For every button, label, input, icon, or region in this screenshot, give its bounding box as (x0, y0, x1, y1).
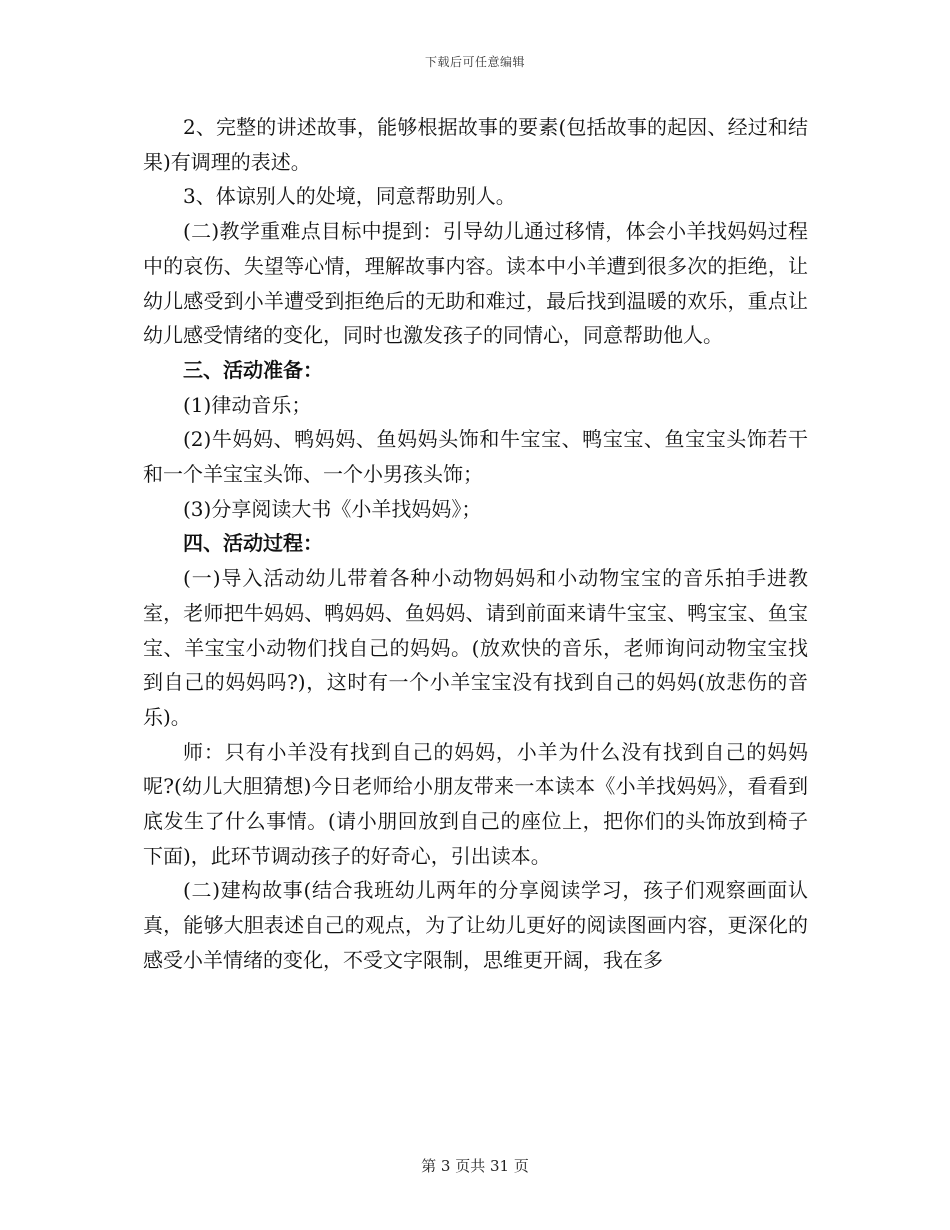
paragraph-story-building: (二)建构故事(结合我班幼儿两年的分享阅读学习，孩子们观察画面认真，能够大胆表述自己的观点，为了让幼儿更好的阅读图画内容，更深化的感受小羊情绪的变化，不受文字限制，思维更开阔，我在多 (143, 878, 808, 972)
section-heading-process: 四、活动过程： (183, 531, 323, 556)
paragraph-goal-3: 3、体谅别人的处境，同意帮助别人。 (183, 184, 516, 209)
page-footer: 第 3 页共 31 页 (421, 1157, 529, 1175)
paragraph-prep-3: (3)分享阅读大书《小羊找妈妈》； (183, 496, 482, 521)
paragraph-goal-2: 2、完整的讲述故事，能够根据故事的要素(包括故事的起因、经过和结果)有调理的表述。 (143, 115, 808, 174)
paragraph-process-intro: (一)导入活动幼儿带着各种小动物妈妈和小动物宝宝的音乐拍手进教室，老师把牛妈妈、鸭妈妈、鱼妈妈、请到前面来请牛宝宝、鸭宝宝、鱼宝宝、羊宝宝小动物们找自己的妈妈。(放欢快的音乐，老师询问动物宝宝找到自己的妈妈吗?)，这时有一个小羊宝宝没有找到自己的妈妈(放悲伤的音乐)。 (143, 566, 808, 729)
paragraph-teacher: 师：只有小羊没有找到自己的妈妈，小羊为什么没有找到自己的妈妈呢?(幼儿大胆猜想)今日老师给小朋友带来一本读本《小羊找妈妈》，看看到底发生了什么事情。(请小朋回放到自己的座位上，把你们的头饰放到椅子下面)，此环节调动孩子的好奇心，引出读本。 (143, 739, 808, 868)
paragraph-key-points: (二)教学重难点目标中提到：引导幼儿通过移情，体会小羊找妈妈过程中的哀伤、失望等心情，理解故事内容。读本中小羊遭到很多次的拒绝，让幼儿感受到小羊遭受到拒绝后的无助和难过，最后找到温暖的欢乐，重点让幼儿感受情绪的变化，同时也激发孩子的同情心，同意帮助他人。 (143, 219, 808, 348)
paragraph-prep-2: (2)牛妈妈、鸭妈妈、鱼妈妈头饰和牛宝宝、鸭宝宝、鱼宝宝头饰若干和一个羊宝宝头饰、一个小男孩头饰； (143, 427, 808, 487)
paragraph-prep-1: (1)律动音乐； (183, 392, 312, 417)
section-heading-preparation: 三、活动准备： (183, 357, 323, 382)
page-header: 下载后可任意编辑 (424, 55, 525, 69)
document-body (143, 110, 808, 978)
